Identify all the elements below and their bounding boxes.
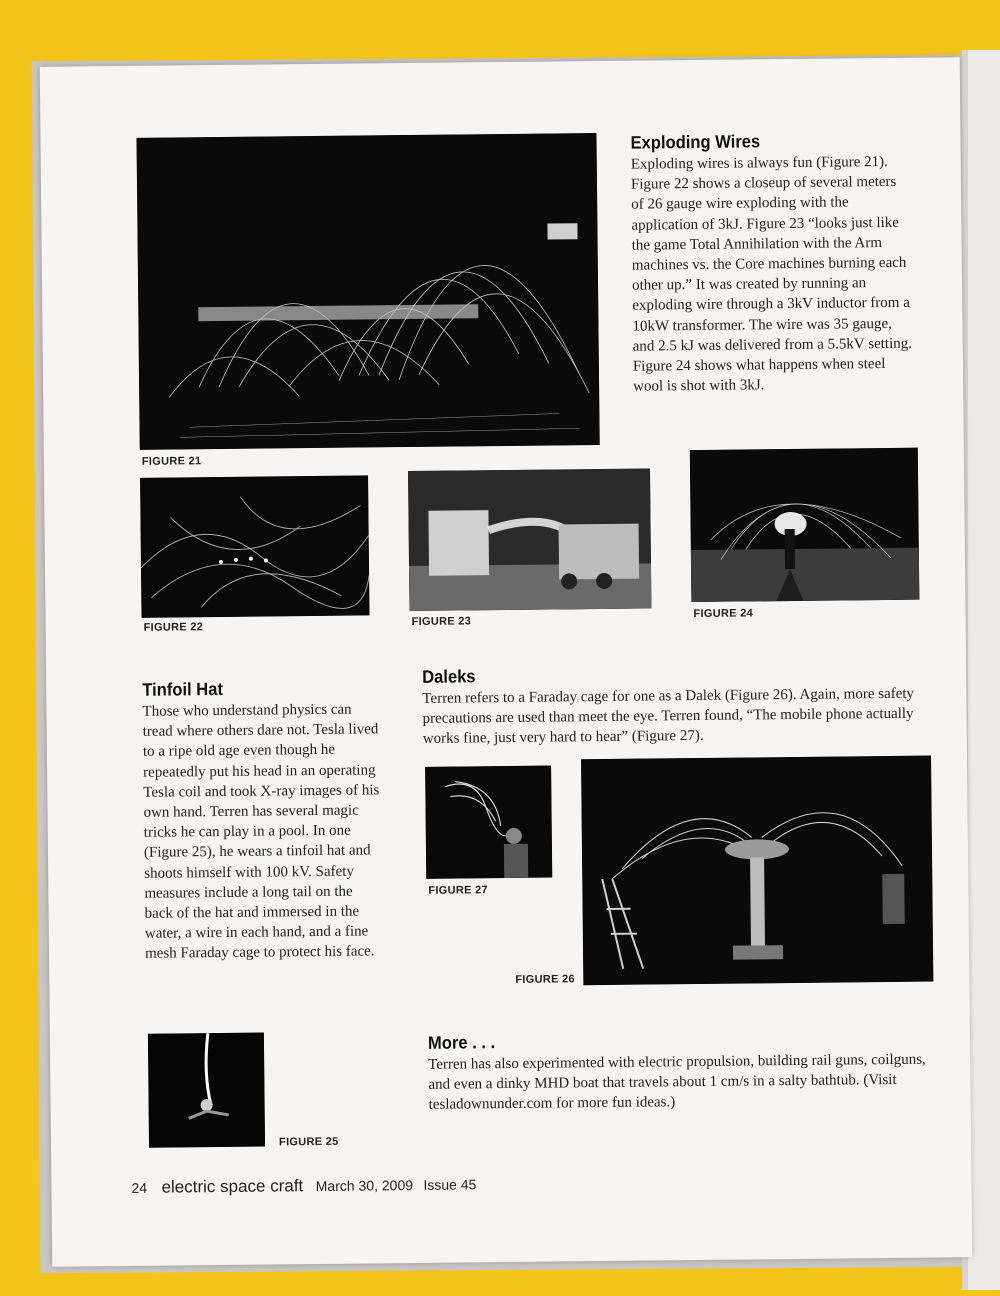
magazine-page [40,57,973,1267]
daleks-text: Terren refers to a Faraday cage for one as a Dalek (Figure 26). Again, more safety precautions are used than meet the eye. Terren found, “The mobile phone actually works fine, just very hard to hear” (Figure 27). [422,685,915,748]
figure-24-caption: FIGURE 24 [693,607,754,621]
issue-date: March 30, 2009 [315,1177,414,1195]
exploding-wires-heading: Exploding Wires [630,131,761,153]
page-number: 24 [131,1179,148,1196]
publication-name: electric space craft [161,1176,304,1197]
daleks-heading: Daleks [422,666,476,687]
figure-23-caption: FIGURE 23 [411,615,472,628]
exploding-wires-text: Exploding wires is always fun (Figure 21). Figure 22 shows a closeup of several meters of 26 gauge wire exploding with the application of 3kJ. Figure 23 “looks just like the game Total Annihilation with the Arm machines vs. the Core machines burning each other up.” It was created by running an exploding wire through a 3kV inductor from a 10kW transformer. The wire was 35 gauge, and 2.5 kJ was delivered from a 5.5kV setting. Figure 24 shows what happens when steel wool is shot with 3kJ. [630,153,913,395]
figure-22-caption: FIGURE 22 [143,621,204,634]
figure-25-caption: FIGURE 25 [278,1135,339,1149]
figure-24-photo [690,448,920,602]
issue-number: Issue 45 [423,1176,477,1193]
figure-26-caption: FIGURE 26 [515,973,575,986]
figure-21-photo [136,133,599,450]
figure-21-caption: FIGURE 21 [141,455,202,468]
tinfoil-hat-heading: Tinfoil Hat [142,678,224,700]
more-text: Terren has also experimented with electric propulsion, building rail guns, coilguns, and even a dinky MHD boat that travels about 1 cm/s in a salty bathtub. (Visit tesladownunder.com for more fun ideas.) [428,1051,926,1114]
figure-23-photo [408,468,651,611]
figure-25-photo [148,1033,265,1148]
tinfoil-hat-text: Those who understand physics can tread where others dare not. Tesla lived to a ripe old age even though he repeatedly put his head in an operating Tesla coil and took X-ray images of his own hand. Terren has several magic tricks he can play in a pool. In one (Figure 25), he wears a tinfoil hat and shoots himself with 100 kV. Safety measures include a long tail on the back of the hat and immersed in the water, a wire in each hand, and a fine mesh Faraday cage to protect his face. [142,701,380,963]
figure-27-caption: FIGURE 27 [428,884,489,897]
figure-27-photo [425,766,552,879]
figure-22-photo [140,475,369,617]
page-footer [131,1174,476,1198]
more-heading: More . . . [427,1032,496,1053]
figure-26-photo [581,756,933,986]
